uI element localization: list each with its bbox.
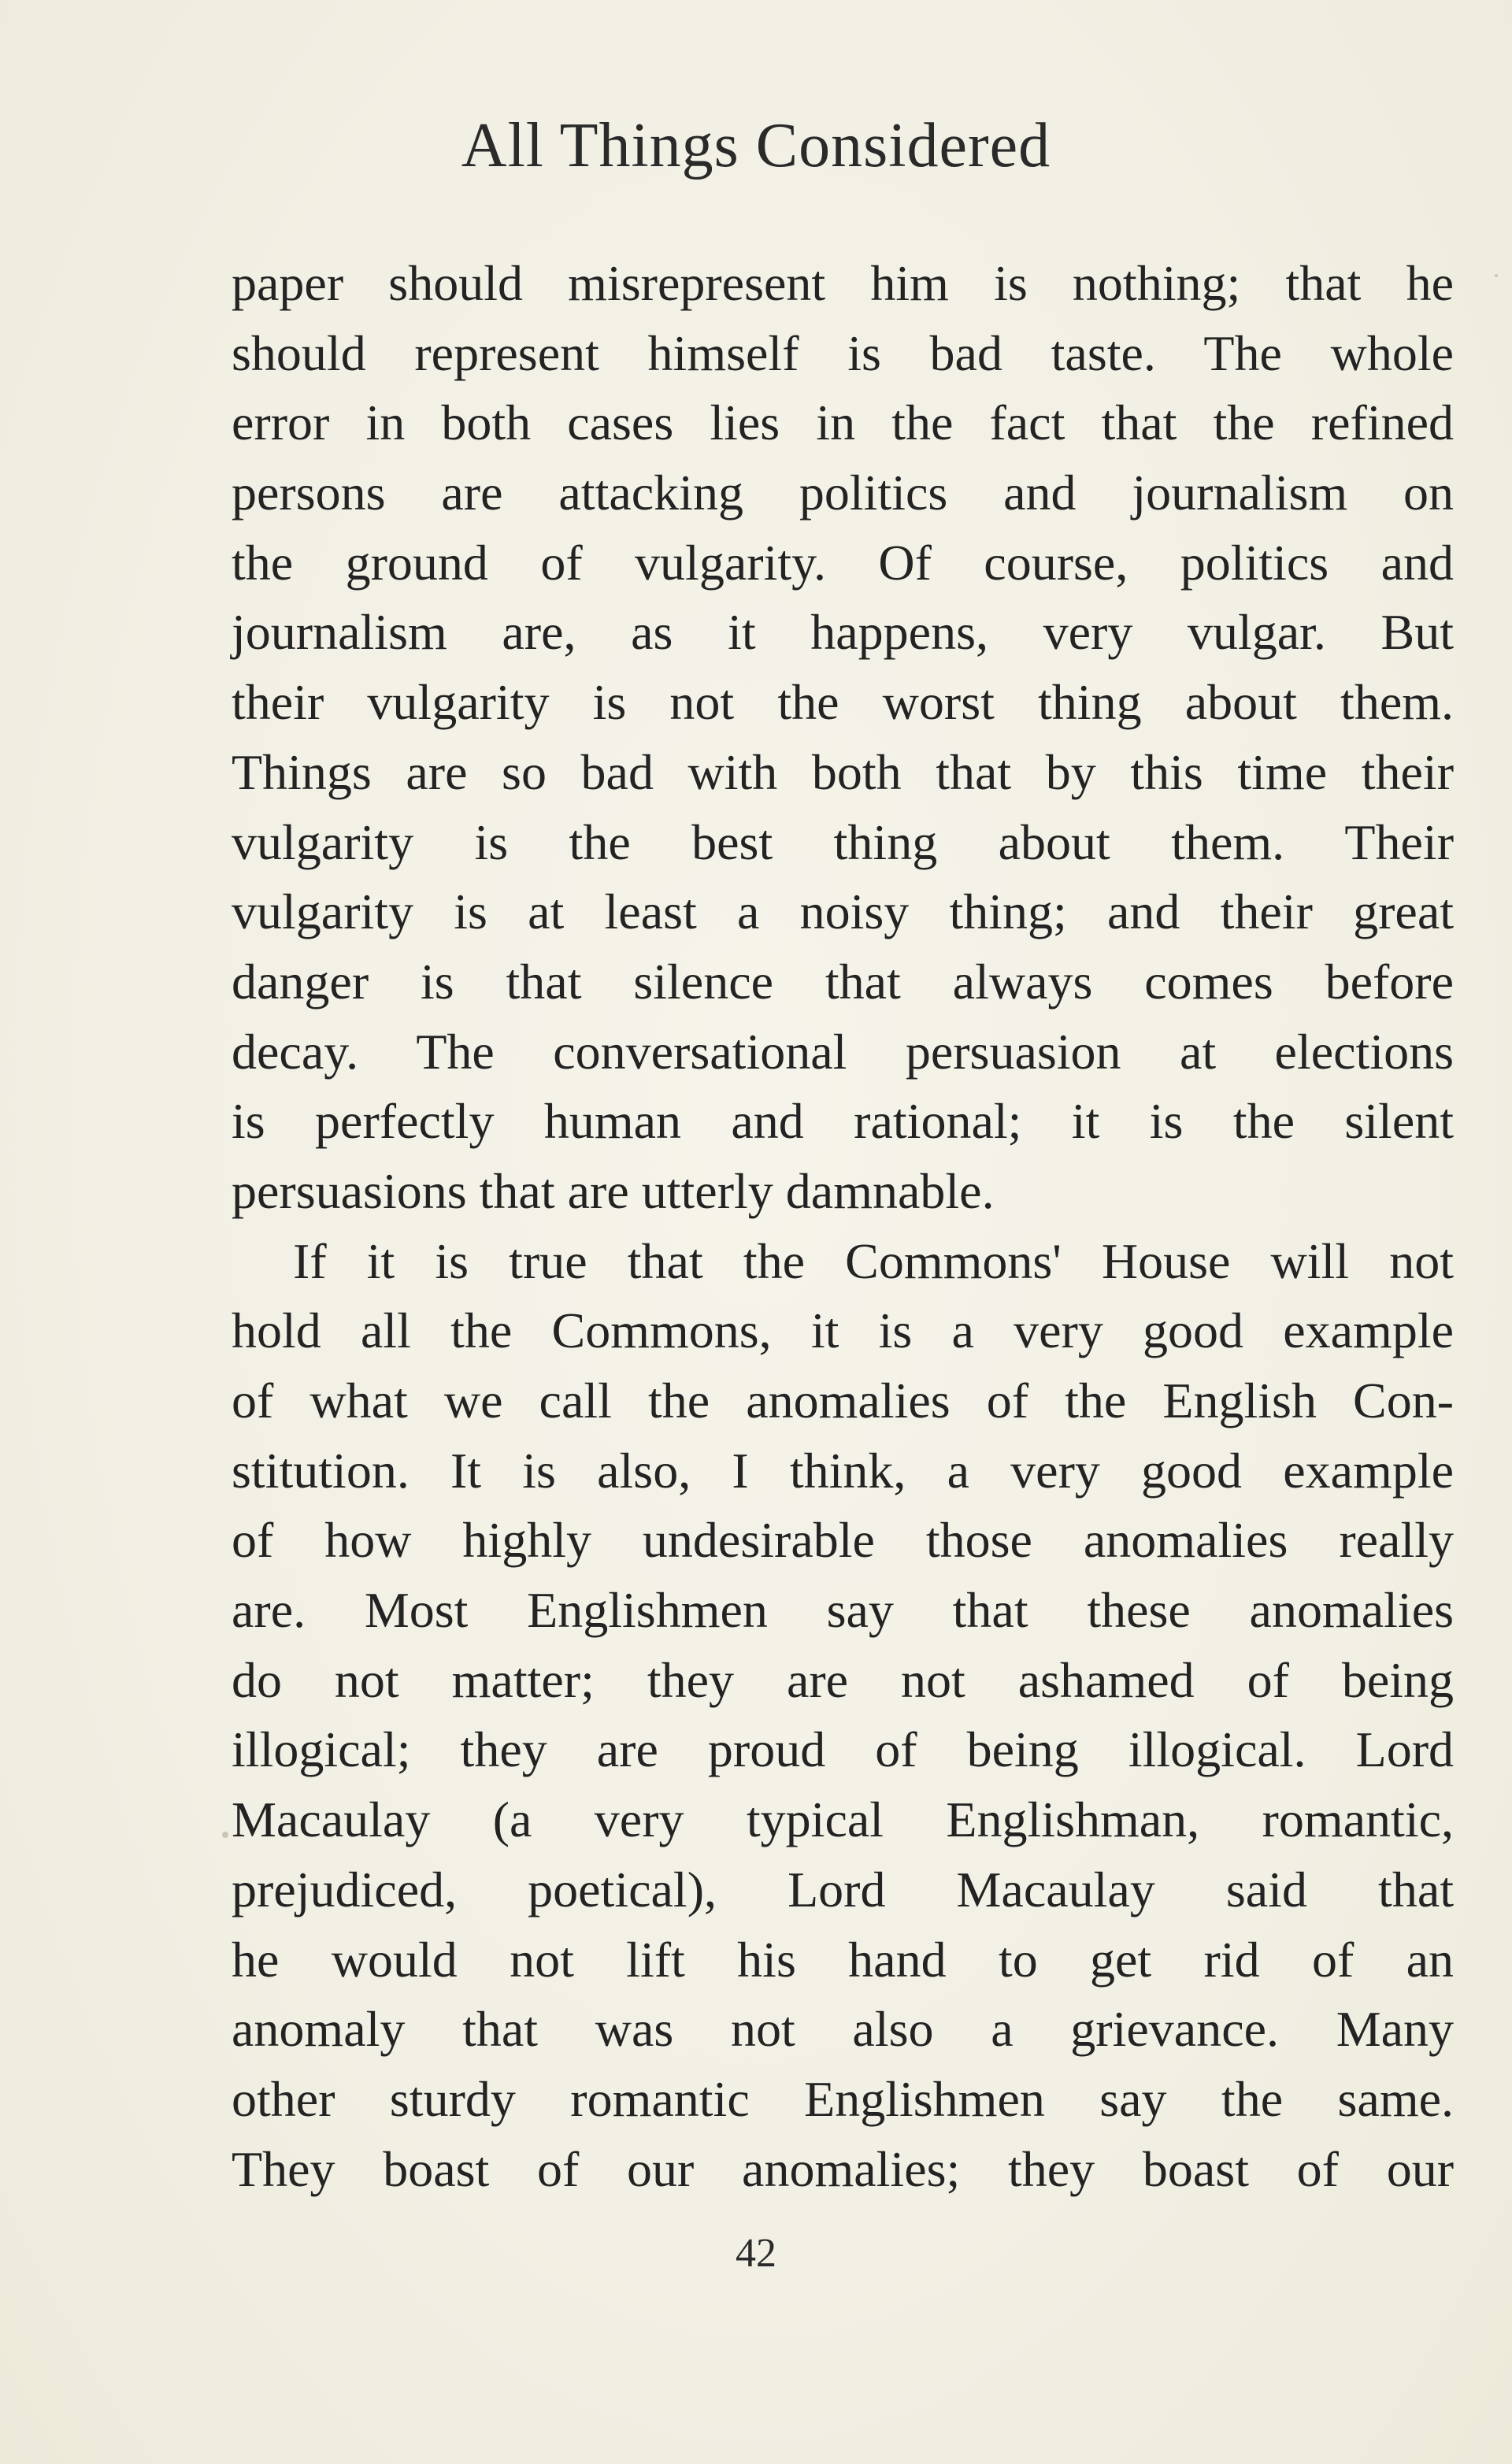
text-line: of how highly undesirable those anomalies really	[232, 1512, 1454, 1569]
text-line: persuasions that are utterly damnable.	[232, 1162, 995, 1219]
text-line: hold all the Commons, it is a very good example	[232, 1302, 1454, 1359]
text-line: If it is true that the Commons' House will not	[293, 1232, 1454, 1289]
text-line: is perfectly human and rational; it is the silent	[232, 1093, 1454, 1150]
text-line: should represent himself is bad taste. The whole	[232, 324, 1454, 381]
text-line: vulgarity is at least a noisy thing; and their great	[232, 884, 1454, 940]
text-line: their vulgarity is not the worst thing about them.	[232, 674, 1454, 731]
text-line: stitution. It is also, I think, a very good example	[232, 1442, 1454, 1499]
text-line: other sturdy romantic Englishmen say the same.	[232, 2070, 1454, 2127]
text-line: the ground of vulgarity. Of course, politics and	[232, 534, 1454, 591]
text-line: of what we call the anomalies of the English Con-	[232, 1373, 1454, 1428]
text-line: They boast of our anomalies; they boast of our	[232, 2140, 1454, 2197]
text-line: danger is that silence that always comes before	[232, 953, 1454, 1010]
text-line: decay. The conversational persuasion at elections	[232, 1023, 1454, 1080]
text-line: prejudiced, poetical), Lord Macaulay said that	[232, 1861, 1454, 1917]
body-text	[232, 249, 1454, 2204]
text-line: illogical; they are proud of being illogical. Lord	[232, 1721, 1454, 1778]
text-line: are. Most Englishmen say that these anomalies	[232, 1582, 1454, 1639]
text-line: error in both cases lies in the fact that the refined	[232, 395, 1454, 451]
paper-speck	[222, 1832, 228, 1838]
text-line: he would not lift his hand to get rid of an	[232, 1931, 1454, 1988]
text-line: paper should misrepresent him is nothing; that he	[232, 255, 1454, 311]
paragraph	[232, 249, 1454, 1227]
text-line: persons are attacking politics and journalism on	[232, 465, 1454, 521]
paragraph	[232, 1227, 1454, 2205]
running-head-title: All Things Considered	[461, 111, 1051, 180]
page-number: 42	[736, 2231, 776, 2276]
text-line: Macaulay (a very typical Englishman, romantic,	[232, 1791, 1454, 1848]
text-line: vulgarity is the best thing about them. Their	[232, 813, 1454, 870]
text-line: anomaly that was not also a grievance. Many	[232, 2001, 1454, 2058]
text-line: Things are so bad with both that by this time their	[232, 743, 1454, 800]
paper-speck	[1495, 274, 1498, 277]
text-line: journalism are, as it happens, very vulgar. But	[232, 604, 1454, 661]
text-line: do not matter; they are not ashamed of being	[232, 1651, 1454, 1708]
